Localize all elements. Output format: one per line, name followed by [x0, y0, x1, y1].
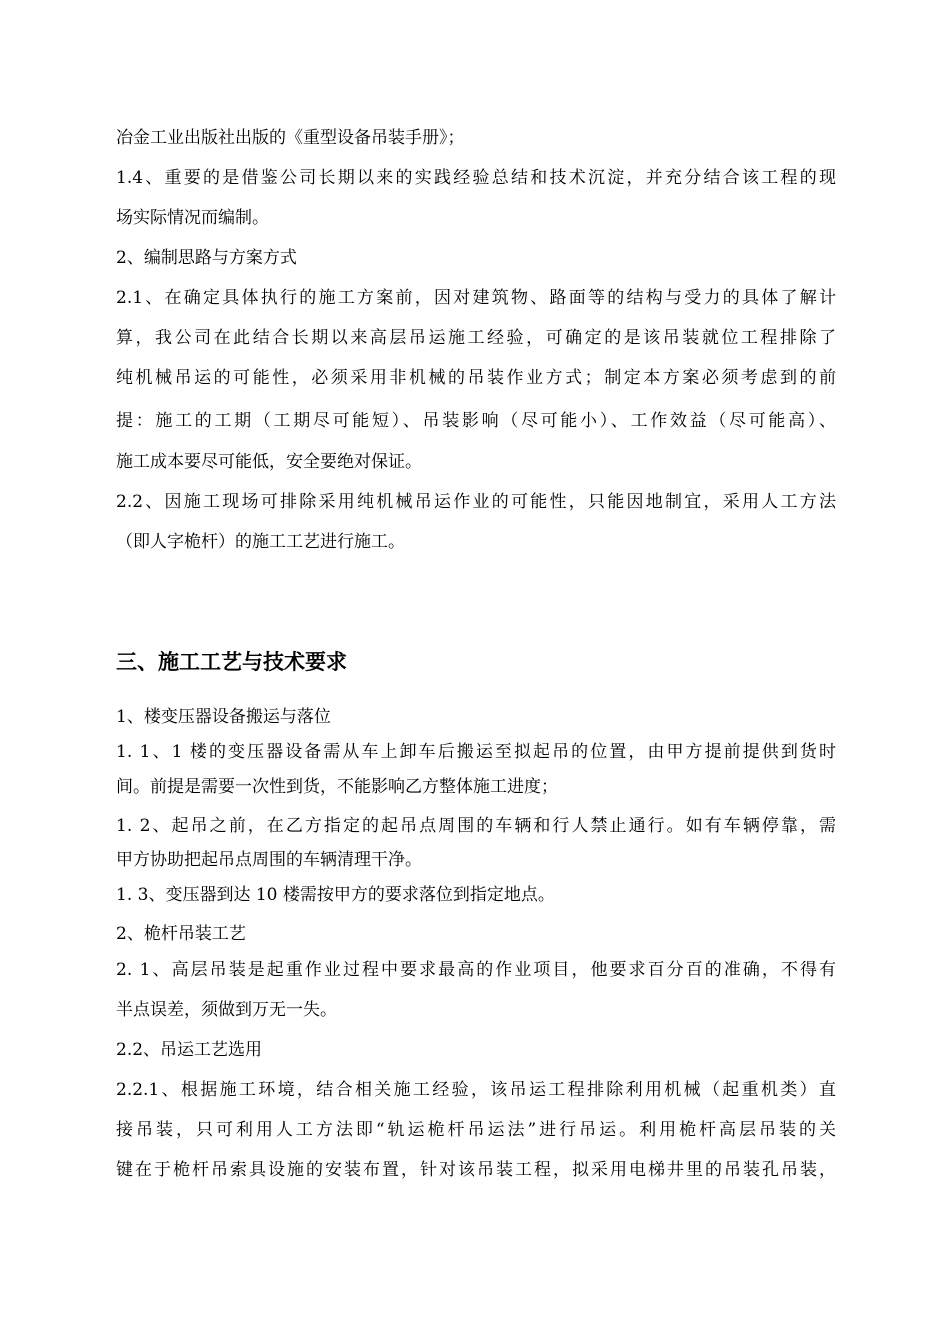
- section-heading: 三、施工工艺与技术要求: [116, 649, 347, 674]
- text-line: 2.2、吊运工艺选用: [116, 1040, 263, 1060]
- text-line: 2.2.1、根据施工环境，结合相关施工经验，该吊运工程排除利用机械（起重机类）直: [116, 1080, 836, 1100]
- text-line: 施工成本要尽可能低，安全要绝对保证。: [116, 452, 422, 472]
- text-line: 1. 3、变压器到达 10 楼需按甲方的要求落位到指定地点。: [116, 885, 555, 905]
- text-line: 算，我公司在此结合长期以来高层吊运施工经验，可确定的是该吊装就位工程排除了: [116, 328, 836, 348]
- text-line: 1. 2、起吊之前，在乙方指定的起吊点周围的车辆和行人禁止通行。如有车辆停靠，需: [116, 816, 836, 836]
- text-line: 1.4、重要的是借鉴公司长期以来的实践经验总结和技术沉淀，并充分结合该工程的现: [116, 168, 836, 188]
- text-line: 2.2、因施工现场可排除采用纯机械吊运作业的可能性，只能因地制宜，采用人工方法: [116, 492, 836, 512]
- text-line: 接吊装，只可利用人工方法即“轨运桅杆吊运法”进行吊运。利用桅杆高层吊装的关: [116, 1120, 836, 1140]
- text-line: 2、编制思路与方案方式: [116, 248, 297, 268]
- text-line: 2. 1、高层吊装是起重作业过程中要求最高的作业项目，他要求百分百的准确，不得有: [116, 960, 836, 980]
- text-line: 提：施工的工期（工期尽可能短）、吊装影响（尽可能小）、工作效益（尽可能高）、: [116, 411, 836, 431]
- text-line: 2.1、在确定具体执行的施工方案前，因对建筑物、路面等的结构与受力的具体了解计: [116, 288, 836, 308]
- text-line: 冶金工业出版社出版的《重型设备吊装手册》；: [116, 128, 465, 148]
- text-line: 甲方协助把起吊点周围的车辆清理干净。: [116, 850, 422, 870]
- text-line: 2、桅杆吊装工艺: [116, 924, 246, 944]
- text-line: 键在于桅杆吊索具设施的安装布置，针对该吊装工程，拟采用电梯井里的吊装孔吊装，: [116, 1160, 836, 1180]
- text-line: 场实际情况而编制。: [116, 208, 269, 228]
- text-line: 半点误差，须做到万无一失。: [116, 1000, 337, 1020]
- text-line: 1. 1、1 楼的变压器设备需从车上卸车后搬运至拟起吊的位置，由甲方提前提供到货时: [116, 742, 836, 762]
- text-line: 间。前提是需要一次性到货，不能影响乙方整体施工进度；: [116, 777, 558, 797]
- text-line: 纯机械吊运的可能性，必须采用非机械的吊装作业方式；制定本方案必须考虑到的前: [116, 368, 836, 388]
- text-line: （即人字桅杆）的施工工艺进行施工。: [116, 532, 405, 552]
- text-line: 1、楼变压器设备搬运与落位: [116, 707, 331, 727]
